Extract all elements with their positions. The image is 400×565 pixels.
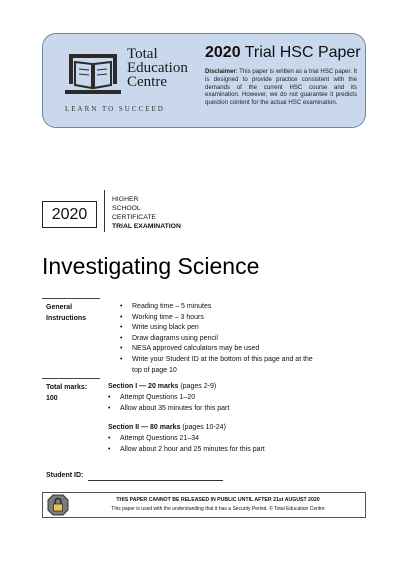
divider (104, 190, 105, 232)
release-notice: THIS PAPER CANNOT BE RELEASED IN PUBLIC UNTIL AFTER 21st AUGUST 2020 (116, 497, 320, 503)
disclaimer: Disclaimer: This paper is written as a trial HSC paper. It is designed to provide practice consistent with the demands of the current HSC course and its examination. However, we do not guarantee it predicts question content for the actual HSC examination. (205, 68, 357, 107)
student-id-label: Student ID: (46, 472, 84, 479)
divider (42, 298, 100, 299)
list-item: • Write using black pen (120, 323, 313, 334)
list-item: • NESA approved calculators may be used (120, 344, 313, 355)
total-marks-label: Total marks: 100 (46, 384, 88, 402)
general-instructions-label: General Instructions (46, 304, 87, 322)
security-notice: This paper is used with the understanding that it has a Security Period. © Total Education Centre (111, 506, 325, 512)
student-id-field[interactable] (88, 480, 223, 481)
open-book-icon (65, 54, 121, 98)
list-item: • Reading time – 5 minutes (120, 302, 313, 313)
exam-year-box: 2020 (42, 201, 97, 228)
padlock-badge-icon (47, 494, 69, 516)
certificate-title: HIGHER SCHOOL CERTIFICATE TRIAL EXAMINATION (112, 196, 181, 230)
section-2-list (108, 434, 265, 455)
list-item: • Attempt Questions 21–34 (108, 434, 265, 445)
list-item: top of page 10 (132, 366, 177, 374)
paper-title: 2020 Trial HSC Paper (205, 44, 361, 61)
list-item: • Write your Student ID at the bottom of this page and at the (120, 355, 313, 366)
subject-title: Investigating Science (42, 253, 260, 279)
list-item: • Allow about 2 hour and 25 minutes for this part (108, 445, 265, 456)
section-2-heading: Section II — 80 marks (pages 10-24) (108, 424, 226, 431)
section-1-list (108, 393, 229, 414)
list-item: • Draw diagrams using pencil (120, 334, 313, 345)
brand-tagline: LEARN TO SUCCEED (65, 105, 165, 113)
security-footer (42, 492, 366, 518)
section-1-heading: Section I — 20 marks (pages 2-9) (108, 383, 217, 390)
list-item: • Working time – 3 hours (120, 313, 313, 324)
header-banner (42, 33, 366, 128)
general-instructions-list (120, 302, 313, 376)
list-item: • Attempt Questions 1–20 (108, 393, 229, 404)
divider (42, 378, 100, 379)
brand-name: Total Education Centre (127, 46, 188, 90)
list-item: • Allow about 35 minutes for this part (108, 404, 229, 415)
